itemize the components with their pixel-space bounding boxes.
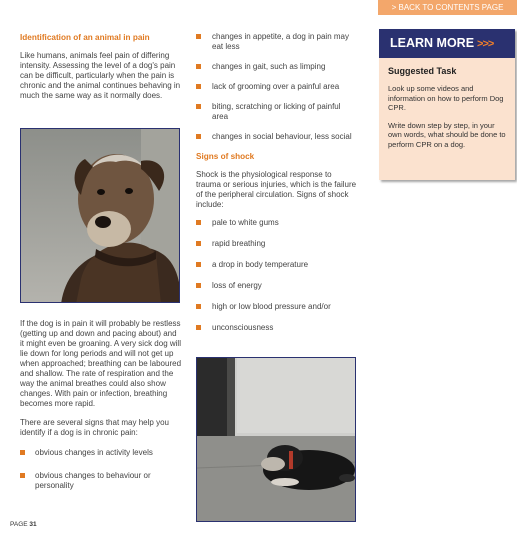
column-left-lower (20, 319, 182, 491)
section-heading-pain: Identification of an animal in pain (20, 33, 150, 42)
intro-paragraph: Like humans, animals feel pain of differing intensity. Assessing the level of a dog's pain can be difficult, particularly when the pain is chronic and the animal continues behaving in much the same way as it normally does. (20, 51, 181, 100)
bullet-square-icon (196, 84, 201, 89)
list-item: biting, scratching or licking of painful area (196, 102, 358, 122)
list-item: changes in social behaviour, less social (196, 132, 358, 142)
back-to-contents-button[interactable]: > BACK TO CONTENTS PAGE (378, 0, 517, 15)
chronic-pain-intro: There are several signs that may help you identify if a dog is in chronic pain: (20, 418, 169, 437)
shock-paragraph: Shock is the physiological response to trauma or serious injuries, which is the failure of the peripheral circulation. Signs of shock include: (196, 170, 357, 209)
bullet-square-icon (196, 241, 201, 246)
list-item: loss of energy (196, 281, 358, 291)
dog-portrait-photo (20, 128, 180, 303)
bullet-square-icon (20, 473, 25, 478)
pain-signs-list (196, 32, 358, 142)
list-item: lack of grooming over a painful area (196, 82, 358, 92)
bullet-square-icon (196, 34, 201, 39)
list-item: a drop in body temperature (196, 260, 358, 270)
dog-lying-image (197, 358, 356, 522)
suggested-task-text-1: Look up some videos and information on how to perform Dog CPR. (388, 84, 504, 112)
double-chevron-right-icon: >>> (477, 38, 494, 50)
bullet-square-icon (196, 283, 201, 288)
column-middle (196, 32, 358, 333)
restless-paragraph: If the dog is in pain it will probably be restless (getting up and down and pacing about) and it might even be groaning. A very sick dog will lie down for long periods and will not get up when approached; breathing can be laboured and shallow. The rate of respiration and the way the animal breathes could also show changes. With pain or infection, breathing becomes more rapid. (20, 319, 182, 408)
column-left (20, 28, 182, 101)
bullet-square-icon (196, 220, 201, 225)
list-item: pale to white gums (196, 218, 358, 228)
learn-more-button[interactable]: LEARN MORE >>> (379, 29, 515, 58)
bullet-square-icon (196, 134, 201, 139)
bullet-square-icon (196, 104, 201, 109)
list-item: obvious changes in activity levels (20, 448, 182, 458)
list-item: changes in appetite, a dog in pain may eat less (196, 32, 358, 52)
list-item: high or low blood pressure and/or (196, 302, 358, 312)
section-heading-shock: Signs of shock (196, 152, 255, 161)
list-item: obvious changes to behaviour or personality (20, 471, 182, 491)
dog-lying-photo (196, 357, 356, 522)
list-item: unconsciousness (196, 323, 358, 333)
page-number: PAGE 31 (10, 521, 37, 528)
chronic-pain-list (20, 448, 182, 491)
shock-signs-list (196, 218, 358, 333)
bullet-square-icon (196, 325, 201, 330)
learn-more-panel (379, 29, 515, 180)
suggested-task-text-2: Write down step by step, in your own words, what should be done to perform CPR on a dog. (388, 120, 506, 149)
bullet-square-icon (20, 450, 25, 455)
bullet-square-icon (196, 304, 201, 309)
list-item: rapid breathing (196, 239, 358, 249)
list-item: changes in gait, such as limping (196, 62, 358, 72)
bullet-square-icon (196, 64, 201, 69)
suggested-task-heading: Suggested Task (388, 66, 457, 76)
dog-portrait-image (21, 129, 180, 303)
bullet-square-icon (196, 262, 201, 267)
